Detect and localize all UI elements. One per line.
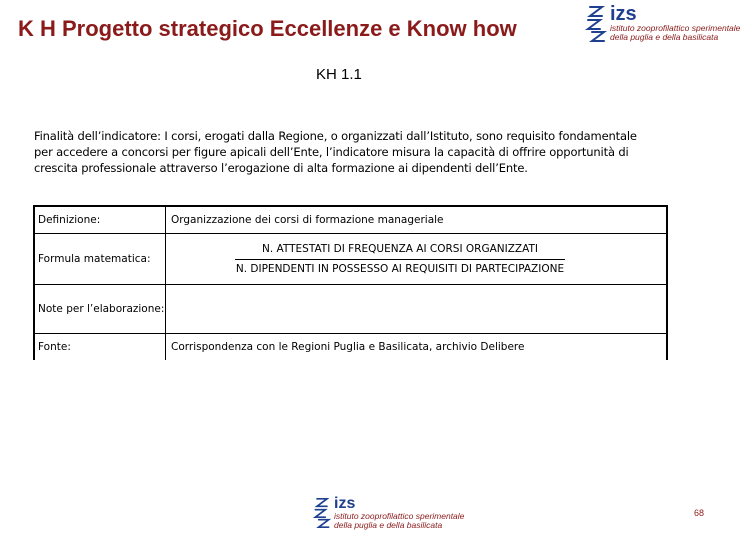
table-row: [34, 285, 667, 334]
table-row: [34, 206, 667, 234]
formula-cell: [166, 234, 668, 285]
table-row: [34, 334, 667, 361]
page-title: K H Progetto strategico Eccellenze e Know how: [18, 16, 517, 41]
indicator-code: KH 1.1: [316, 66, 362, 83]
definition-label: Definizione:: [34, 206, 166, 234]
logo-line2: della puglia e della basilicata: [334, 519, 443, 530]
formula-denominator: N. DIPENDENTI IN POSSESSO AI REQUISITI DI PARTECIPAZIONE: [235, 263, 565, 275]
logo-line1: istituto zooprofilattico sperimentale: [334, 511, 465, 521]
formula-numerator: N. ATTESTATI DI FREQUENZA AI CORSI ORGANIZZATI: [235, 243, 565, 260]
page-number: 68: [693, 508, 704, 518]
logo-brand: izs: [334, 495, 356, 512]
izs-logo-mark-icon: [584, 4, 608, 44]
definition-value: Organizzazione dei corsi di formazione manageriale: [166, 206, 668, 234]
indicator-table: [33, 205, 668, 360]
izs-logo-bottom: [312, 496, 464, 530]
source-value: Corrispondenza con le Regioni Puglia e Basilicata, archivio Delibere: [166, 334, 668, 361]
formula-label: Formula matematica:: [34, 234, 166, 285]
izs-logo-top: [584, 4, 740, 44]
table-row: [34, 234, 667, 285]
logo-line1: istituto zooprofilattico sperimentale: [610, 23, 740, 33]
izs-logo-mark-icon: [312, 496, 332, 530]
logo-brand: izs: [610, 3, 637, 25]
formula-fraction: [235, 243, 565, 275]
indicator-purpose-text: Finalità dell’indicatore: I corsi, erogati dalla Regione, o organizzati dall’Istituto, sono requisito fondamentale per accedere a concorsi per figure apicali dell’Ente, l’indicatore misura la capacità di offrire opportunità di crescita professionale attraverso l’erogazione di alta formazione ai dipendenti dell’Ente.: [34, 129, 637, 175]
notes-label: Note per l’elaborazione:: [34, 285, 166, 334]
notes-value: [166, 285, 668, 334]
logo-line2: della puglia e della basilicata: [610, 31, 719, 42]
source-label: Fonte:: [34, 334, 166, 361]
